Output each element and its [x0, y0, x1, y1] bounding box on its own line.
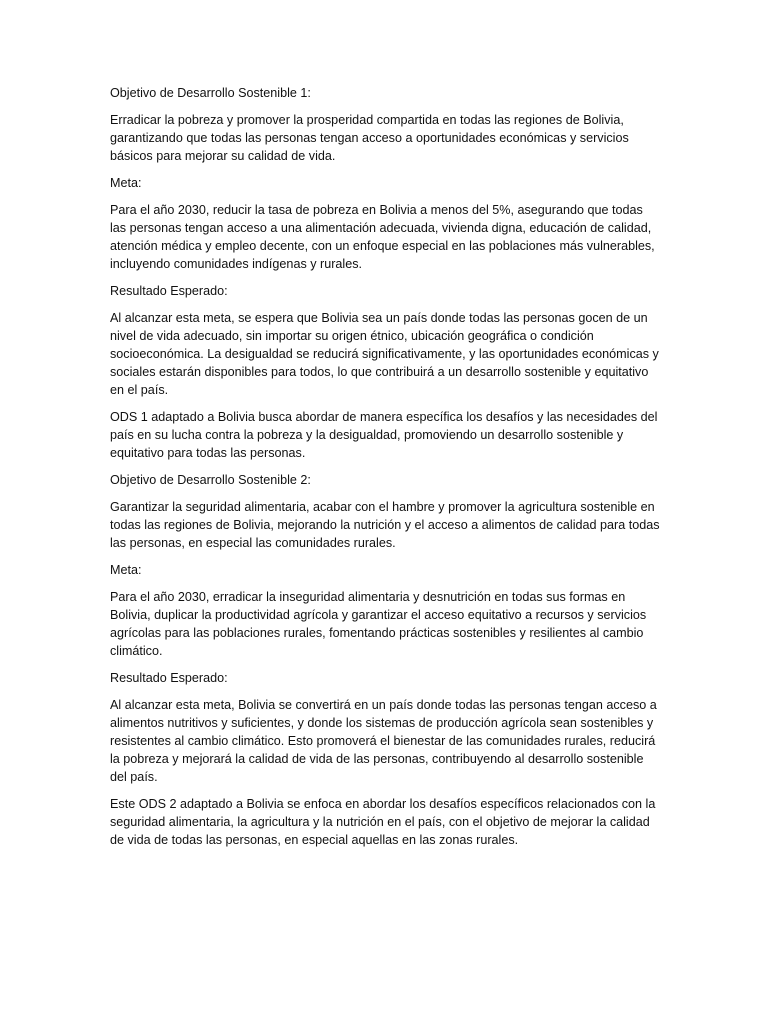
ods1-meta-heading: Meta:: [110, 176, 142, 190]
ods1-objective-paragraph: Erradicar la pobreza y promover la prosperidad compartida en todas las regiones de Bolivia, garantizando que todas las personas tengan acceso a oportunidades económicas y servicios básicos para mejorar su calidad de vida.: [110, 113, 629, 163]
ods1-meta-paragraph: Para el año 2030, reducir la tasa de pobreza en Bolivia a menos del 5%, asegurando que todas las personas tengan acceso a una alimentación adecuada, vivienda digna, educación de calidad, atención médica y empleo decente, con un enfoque especial en las poblaciones más vulnerables, incluyendo comunidades indígenas y rurales.: [110, 203, 655, 271]
ods2-objective-paragraph: Garantizar la seguridad alimentaria, acabar con el hambre y promover la agricultura sostenible en todas las regiones de Bolivia, mejorando la nutrición y el acceso a alimentos de calidad para todas las personas, en especial las comunidades rurales.: [110, 500, 660, 550]
document-page: [110, 84, 662, 858]
ods2-meta-heading: Meta:: [110, 563, 142, 577]
ods2-heading: Objetivo de Desarrollo Sostenible 2:: [110, 473, 311, 487]
ods2-result-heading: Resultado Esperado:: [110, 671, 228, 685]
ods1-heading: Objetivo de Desarrollo Sostenible 1:: [110, 86, 311, 100]
ods2-meta-paragraph: Para el año 2030, erradicar la inseguridad alimentaria y desnutrición en todas sus formas en Bolivia, duplicar la productividad agrícola y garantizar el acceso equitativo a recursos y servicios agrícolas para las poblaciones rurales, fomentando prácticas sostenibles y resilientes al cambio climático.: [110, 590, 647, 658]
ods1-summary-paragraph: ODS 1 adaptado a Bolivia busca abordar de manera específica los desafíos y las necesidades del país en su lucha contra la pobreza y la desigualdad, promoviendo un desarrollo sostenible y equitativo para todas las personas.: [110, 410, 658, 460]
ods1-result-heading: Resultado Esperado:: [110, 284, 228, 298]
ods1-result-paragraph: Al alcanzar esta meta, se espera que Bolivia sea un país donde todas las personas gocen de un nivel de vida adecuado, sin importar su origen étnico, ubicación geográfica o condición socioeconómica. La desigualdad se reducirá significativamente, y las oportunidades económicas y sociales estarán disponibles para todos, lo que contribuirá a un desarrollo sostenible y equitativo en el país.: [110, 311, 659, 397]
ods2-summary-paragraph: Este ODS 2 adaptado a Bolivia se enfoca en abordar los desafíos específicos relacionados con la seguridad alimentaria, la agricultura y la nutrición en el país, con el objetivo de mejorar la calidad de vida de todas las personas, en especial aquellas en las zonas rurales.: [110, 797, 656, 847]
ods2-result-paragraph: Al alcanzar esta meta, Bolivia se convertirá en un país donde todas las personas tengan acceso a alimentos nutritivos y suficientes, y donde los sistemas de producción agrícola sean sostenibles y resistentes al cambio climático. Esto promoverá el bienestar de las comunidades rurales, reducirá la pobreza y mejorará la calidad de vida de las personas, contribuyendo al desarrollo sostenible del país.: [110, 698, 657, 784]
